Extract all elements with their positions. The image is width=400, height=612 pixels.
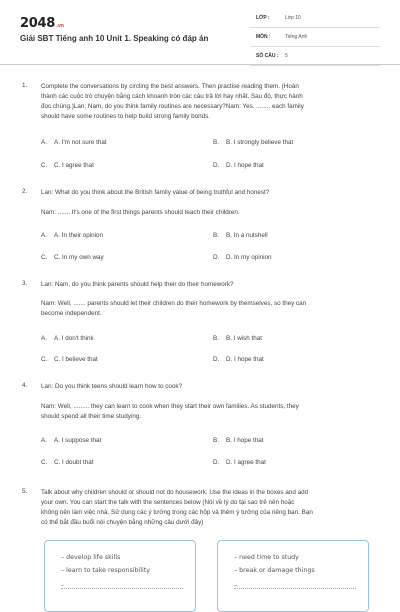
option-a[interactable]: A. A. I don't think — [41, 335, 94, 342]
option-d[interactable]: D. D. In my opinion — [213, 254, 272, 261]
option-a[interactable]: A. A. I'm not sure that — [41, 139, 107, 146]
prompt-line: không nên làm việc nhà. Sử dụng các ý tưởng trong các hộp và thêm ý tưởng của riêng bạn. Bạn — [41, 509, 313, 516]
idea-box-should — [44, 540, 196, 612]
prompt-line: thành các cuộc trò chuyện bằng cách khoanh tròn các câu trả lời hay nhất. Sau đó, thực hành — [41, 93, 303, 100]
option-d[interactable]: D. D. I hope that — [213, 356, 264, 363]
question-response — [41, 402, 381, 422]
header-divider — [0, 64, 400, 65]
option-c[interactable]: C. C. In my own way — [41, 254, 104, 261]
question-number: 4. — [22, 382, 28, 389]
option-b[interactable]: B. B. I wish that — [213, 335, 263, 342]
prompt-line: đọc chúng.)Lan: Nam, do you think family routines are necessary?Nam: Yes. ........ each family — [41, 103, 304, 110]
question-number: 1. — [22, 82, 28, 89]
idea-box-should-not — [217, 540, 369, 612]
prompt-line: should spend all their time studying. — [41, 413, 142, 420]
question-prompt — [41, 488, 381, 528]
prompt-line: Lan: What do you think about the British family value of being truthful and honest? — [41, 189, 270, 196]
question-number: 2. — [22, 188, 28, 195]
option-b[interactable]: B. B. I strongly believe that — [213, 139, 294, 146]
prompt-line: Talk about why children should or should not do housework. Use the ideas in the boxes and add — [41, 489, 309, 496]
meta-value: Lớp 10 — [285, 15, 301, 21]
prompt-line: Complete the conversations by circling the best answers. Then practise reading them. (Hoàn — [41, 83, 299, 90]
question-prompt — [41, 382, 381, 392]
meta-value: 5 — [285, 53, 288, 59]
idea-item: – — [61, 582, 65, 589]
page-header — [0, 0, 400, 70]
option-a[interactable]: A. A. In their opinion — [41, 232, 104, 239]
meta-row-class — [250, 12, 380, 28]
option-b[interactable]: B. B. I hope that — [213, 437, 264, 444]
question-response — [41, 208, 381, 218]
meta-table — [250, 12, 380, 69]
prompt-line: your own. You can start the talk with the sentences below (Nói về lý do tại sao trẻ nên hoặc — [41, 499, 295, 506]
prompt-line: Nam: ....... It's one of the first things parents should teach their children. — [41, 209, 240, 216]
logo-text: 2048 — [20, 16, 55, 31]
meta-label: LỚP : — [256, 15, 270, 21]
prompt-line: Lan: Do you think teens should learn how to cook? — [41, 383, 183, 390]
option-c[interactable]: C. C. I doubt that — [41, 459, 94, 466]
option-a[interactable]: A. A. I suppose that — [41, 437, 102, 444]
blank-line — [234, 588, 356, 590]
question-number: 5. — [22, 488, 28, 495]
option-d[interactable]: D. D. I hope that — [213, 162, 264, 169]
prompt-line: Lan: Nam, do you think parents should help their do their homework? — [41, 281, 234, 288]
question-prompt — [41, 188, 381, 198]
prompt-line: become independent. — [41, 310, 102, 317]
question-number: 3. — [22, 280, 28, 287]
idea-item: – need time to study — [234, 554, 299, 561]
question-prompt — [41, 82, 381, 122]
blank-line — [61, 588, 183, 590]
meta-value: Tiếng Anh — [285, 34, 308, 40]
option-c[interactable]: C. C. I believe that — [41, 356, 98, 363]
question-response — [41, 299, 381, 319]
option-c[interactable]: C. C. I agree that — [41, 162, 94, 169]
prompt-line: có thể bắt đầu buổi nói chuyện bằng những câu dưới đây) — [41, 519, 204, 526]
meta-label: SỐ CÂU : — [256, 53, 279, 59]
prompt-line: Nam: Well, ......... they can learn to cook when they start their own families. As students, they — [41, 403, 299, 410]
idea-item: – break or damage things — [234, 567, 315, 574]
idea-item: – — [234, 582, 238, 589]
idea-item: – develop life skills — [61, 554, 121, 561]
option-b[interactable]: B. B. In a nutshell — [213, 232, 268, 239]
option-d[interactable]: D. D. I agree that — [213, 459, 266, 466]
idea-item: – learn to take responsibility — [61, 567, 150, 574]
prompt-line: should have some routines to help build strong family bonds. — [41, 113, 211, 120]
page-title: Giải SBT Tiếng anh 10 Unit 1. Speaking có đáp án — [20, 34, 209, 43]
site-logo[interactable] — [20, 16, 64, 31]
meta-label: MÔN : — [256, 34, 271, 40]
meta-row-subject — [250, 31, 380, 47]
logo-suffix: .vn — [55, 23, 64, 29]
question-prompt — [41, 280, 381, 290]
prompt-line: Nam: Well, ....... parents should let their children do their homework by themselves, so they can — [41, 300, 307, 307]
